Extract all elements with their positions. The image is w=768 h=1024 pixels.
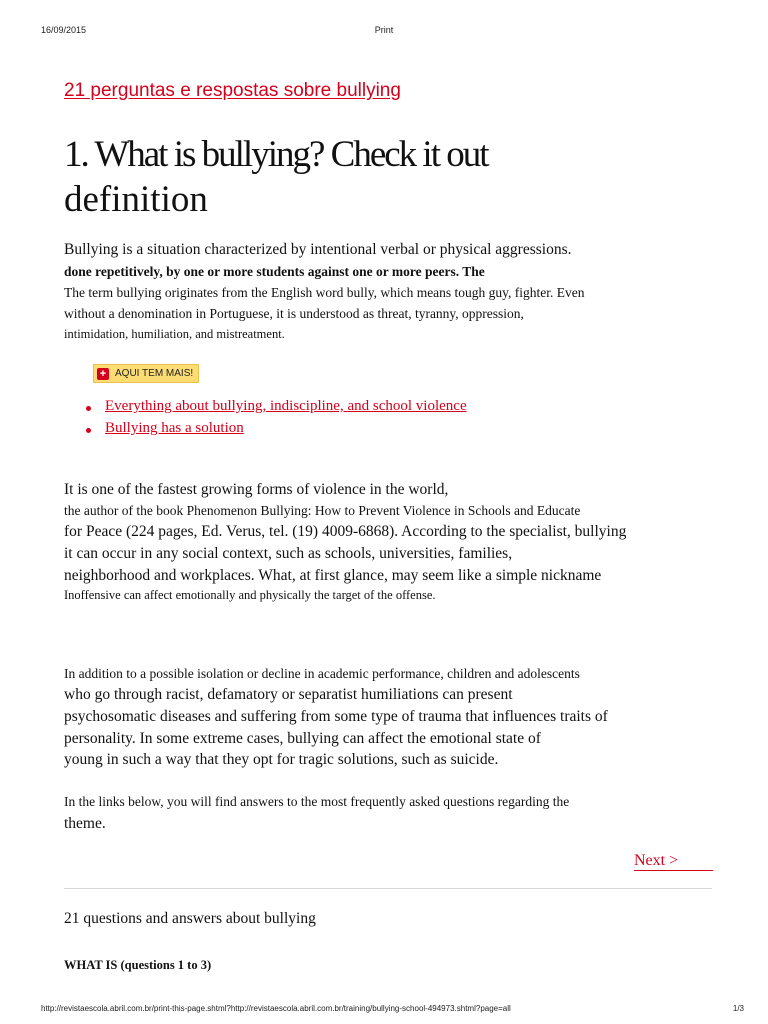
article-title — [64, 132, 734, 222]
body-line: who go through racist, defamatory or separatist humiliations can present — [64, 686, 513, 703]
next-link[interactable]: Next > — [634, 852, 713, 871]
bullet-icon — [86, 406, 91, 411]
more-here-badge[interactable] — [93, 364, 199, 383]
subsection-title: WHAT IS (questions 1 to 3) — [64, 958, 212, 972]
site-title-link[interactable]: 21 perguntas e respostas sobre bullying — [64, 80, 401, 101]
body-line: In the links below, you will find answers to the most frequently asked questions regarding the — [64, 794, 570, 809]
body-line: psychosomatic diseases and suffering from some type of trauma that influences traits of — [64, 708, 608, 725]
related-link[interactable]: Bullying has a solution — [105, 420, 244, 436]
list-item — [86, 420, 467, 442]
intro-line: The term bullying originates from the English word bully, which means tough guy, fighter. Even — [64, 285, 585, 300]
body-line: In addition to a possible isolation or decline in academic performance, children and adolescents — [64, 666, 580, 681]
body-line: the author of the book Phenomenon Bullying: How to Prevent Violence in Schools and Educate — [64, 503, 581, 518]
article-title-line1: 1. What is bullying? Check it out — [64, 134, 488, 175]
body-line: young in such a way that they opt for tragic solutions, such as suicide. — [64, 751, 499, 768]
intro-line: without a denomination in Portuguese, it is understood as threat, tyranny, oppression, — [64, 306, 524, 321]
print-url: http://revistaescola.abril.com.br/print-this-page.shtml?http://revistaescola.abril.com.br/training/bullying-school-494973.shtml?page=all — [41, 1004, 511, 1013]
plus-icon: + — [97, 368, 109, 380]
intro-line: intimidation, humiliation, and mistreatment. — [64, 327, 285, 341]
divider — [64, 888, 712, 889]
print-date: 16/09/2015 — [41, 25, 87, 35]
body-line: It is one of the fastest growing forms of violence in the world, — [64, 481, 449, 498]
body-line: theme. — [64, 815, 106, 832]
article-title-line2: definition — [64, 179, 208, 220]
bullet-icon — [86, 428, 91, 433]
intro-line-bold: done repetitively, by one or more students against one or more peers. The — [64, 264, 485, 279]
related-link[interactable]: Everything about bullying, indiscipline, and school violence — [105, 398, 467, 414]
body-line: for Peace (224 pages, Ed. Verus, tel. (19) 4009-6868). According to the specialist, bullying — [64, 523, 627, 540]
page-number: 1/3 — [732, 1004, 744, 1013]
related-links-list — [86, 398, 467, 442]
badge-label: AQUI TEM MAIS! — [115, 368, 194, 379]
body-line: personality. In some extreme cases, bullying can affect the emotional state of — [64, 730, 541, 747]
section-title: 21 questions and answers about bullying — [64, 910, 316, 927]
intro-line: Bullying is a situation characterized by intentional verbal or physical aggressions. — [64, 241, 572, 258]
body-line: Inoffensive can affect emotionally and physically the target of the offense. — [64, 588, 436, 602]
list-item — [86, 398, 467, 420]
body-line: neighborhood and workplaces. What, at first glance, may seem like a simple nickname — [64, 567, 602, 584]
print-title: Print — [374, 25, 394, 35]
body-line: it can occur in any social context, such as schools, universities, families, — [64, 545, 513, 562]
